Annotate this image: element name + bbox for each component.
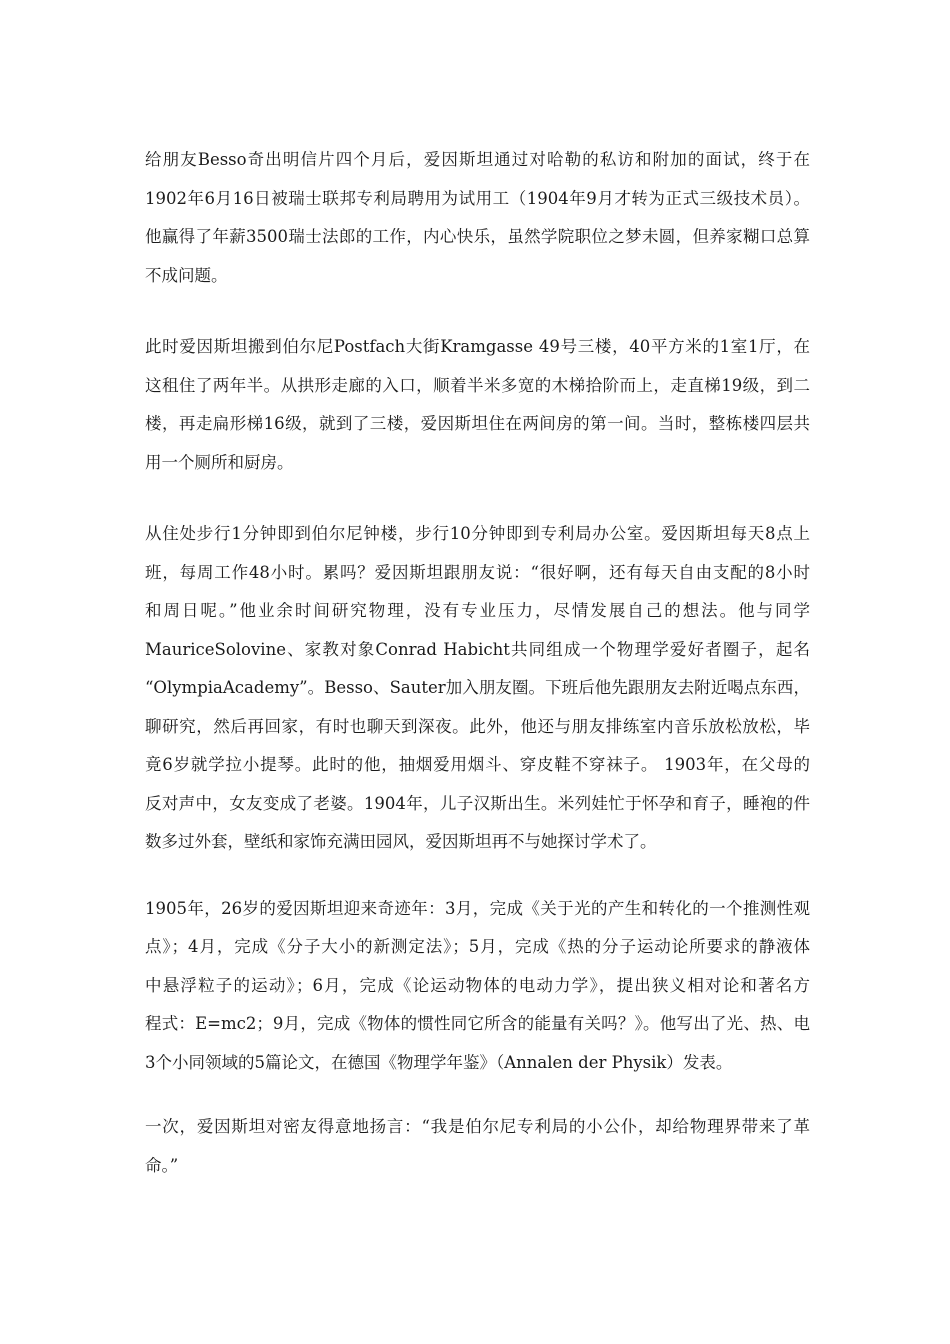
text-line: 和周日呢。”他业余时间研究物理，没有专业压力，尽情发展自己的想法。他与同学 <box>145 601 810 620</box>
text-line: 不成问题。 <box>145 265 228 285</box>
text-line: 数多过外套，壁纸和家饰充满田园风，爱因斯坦再不与她探讨学术了。 <box>145 832 657 851</box>
paragraph-4 <box>145 890 810 1083</box>
text-line: 点》；4月，完成《分子大小的新测定法》；5月，完成《热的分子运动论所要求的静液体 <box>145 937 810 956</box>
text-line: 他赢得了年薪3500瑞士法郎的工作，内心快乐，虽然学院职位之梦未圆，但养家糊口总算 <box>145 227 810 246</box>
text-line: 楼，再走扁形梯16级，就到了三楼，爱因斯坦住在两间房的第一间。当时，整栋楼四层共 <box>145 414 810 433</box>
text-line: 命。” <box>145 1155 179 1175</box>
text-line: 1905年，26岁的爱因斯坦迎来奇迹年：3月，完成《关于光的产生和转化的一个推测性观 <box>145 898 810 918</box>
paragraph-5 <box>145 1108 810 1185</box>
text-line: 3个小同领域的5篇论文，在德国《物理学年鉴》（Annalen der Physik）发表。 <box>145 1052 733 1072</box>
text-line: 1902年6月16日被瑞士联邦专利局聘用为试用工（1904年9月才转为正式三级技术员）。 <box>145 188 810 208</box>
text-line: 这租住了两年半。从拱形走廊的入口，顺着半米多宽的木梯拾阶而上，走直梯19级，到二 <box>145 375 810 395</box>
text-line: 竟6岁就学拉小提琴。此时的他，抽烟爱用烟斗、穿皮鞋不穿袜子。 1903年，在父母的 <box>145 755 810 774</box>
text-line: 聊研究，然后再回家，有时也聊天到深夜。此外，他还与朋友排练室内音乐放松放松，毕 <box>145 716 810 736</box>
text-line: 给朋友Besso奇出明信片四个月后，爱因斯坦通过对哈勒的私访和附加的面试，终于在 <box>145 150 810 169</box>
paragraph-gap <box>145 1082 810 1108</box>
paragraph-2 <box>145 328 810 482</box>
text-line: “OlympiaAcademy”。Besso、Sauter加入朋友圈。下班后他先跟朋友去附近喝点东西， <box>145 678 810 697</box>
text-line: 反对声中，女友变成了老婆。1904年，儿子汉斯出生。米列娃忙于怀孕和育子，睡袍的件 <box>145 793 810 813</box>
text-line: 程式：E=mc2；9月，完成《物体的惯性同它所含的能量有关吗？》。他写出了光、热、电 <box>145 1014 810 1033</box>
text-line: 班，每周工作48小时。累吗？爱因斯坦跟朋友说：“很好啊，还有每天自由支配的8小时 <box>145 562 810 582</box>
paragraph-1 <box>145 141 810 295</box>
text-line: 一次，爱因斯坦对密友得意地扬言：“我是伯尔尼专利局的小公仆，却给物理界带来了革 <box>145 1117 810 1136</box>
document-body <box>145 141 810 1185</box>
text-line: 用一个厕所和厨房。 <box>145 452 294 472</box>
text-line: 中悬浮粒子的运动》；6月，完成《论运动物体的电动力学》，提出狭义相对论和著名方 <box>145 975 810 995</box>
paragraph-gap <box>145 862 810 890</box>
text-line: 此时爱因斯坦搬到伯尔尼Postfach大街Kramgasse 49号三楼，40平方米的1室1厅，在 <box>145 337 810 356</box>
text-line: MauriceSolovine、家教对象Conrad Habicht共同组成一个物理学爱好者圈子，起名 <box>145 639 810 659</box>
paragraph-gap <box>145 482 810 515</box>
text-line: 从住处步行1分钟即到伯尔尼钟楼，步行10分钟即到专利局办公室。爱因斯坦每天8点上 <box>145 524 810 543</box>
paragraph-3 <box>145 515 810 862</box>
paragraph-gap <box>145 295 810 328</box>
